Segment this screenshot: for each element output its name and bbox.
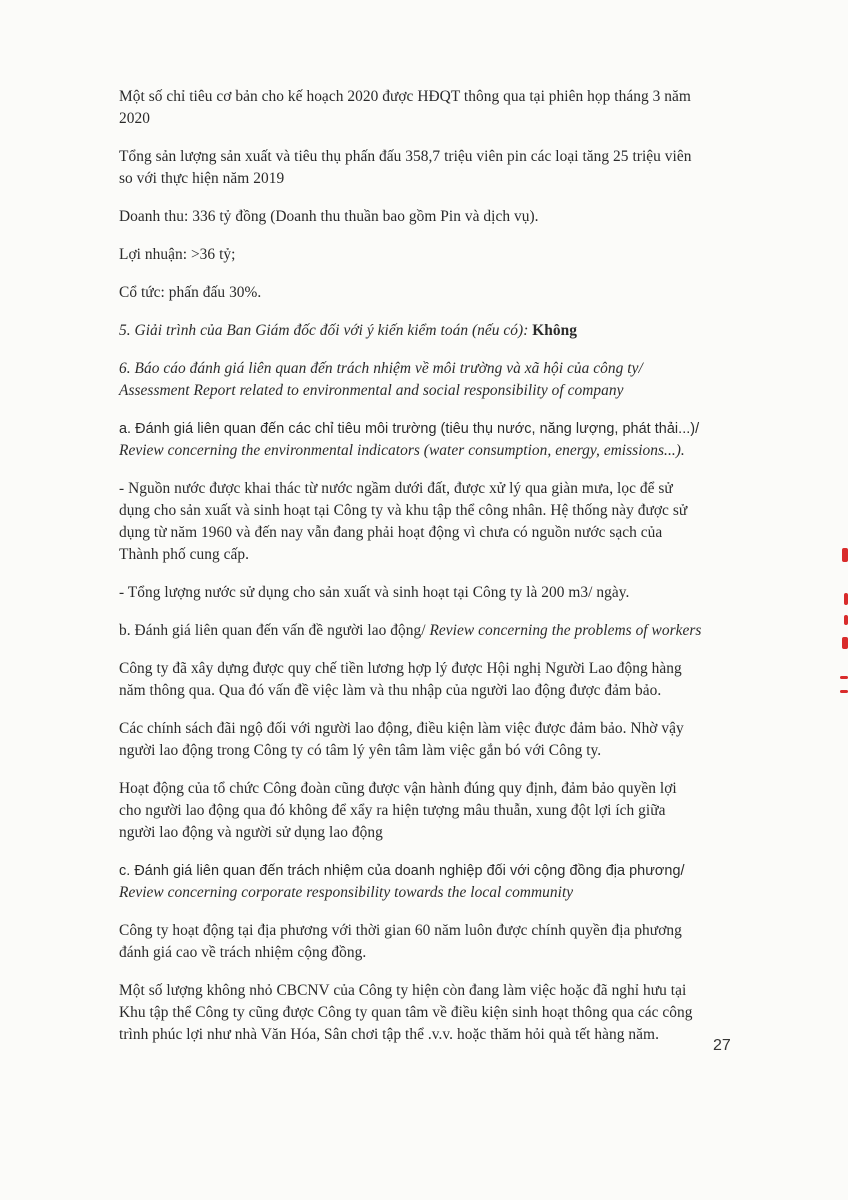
paragraph-union-activity xyxy=(119,778,739,844)
text-line: Cổ tức: phấn đấu 30%. xyxy=(119,284,262,301)
text-line: Các chính sách đãi ngộ đối với người lao động, điều kiện làm việc được đảm bảo. Nhờ vậy xyxy=(119,720,684,737)
subsection-b-title: b. Đánh giá liên quan đến vấn đề người lao động/ xyxy=(119,622,430,639)
stamp-fragment xyxy=(844,615,848,625)
stamp-fragment xyxy=(842,548,848,562)
subsection-b-title-en: Review concerning the problems of workers xyxy=(429,622,702,639)
text-line: Assessment Report related to environmental and social responsibility of company xyxy=(119,382,624,399)
paragraph-welfare-policy xyxy=(119,718,739,762)
document-body xyxy=(119,86,739,1062)
text-line: - Nguồn nước được khai thác từ nước ngầm dưới đất, được xử lý qua giàn mưa, lọc để sử xyxy=(119,480,673,497)
text-line: đánh giá cao về trách nhiệm cộng đồng. xyxy=(119,944,367,961)
text-line: Tổng sản lượng sản xuất và tiêu thụ phấn đấu 358,7 triệu viên pin các loại tăng 25 triệu viên xyxy=(119,148,692,165)
text-line: Thành phố cung cấp. xyxy=(119,546,250,563)
text-line: Công ty hoạt động tại địa phương với thời gian 60 năm luôn được chính quyền địa phương xyxy=(119,922,682,939)
text-line: trình phúc lợi như nhà Văn Hóa, Sân chơi tập thể .v.v. hoặc thăm hỏi quà tết hàng năm. xyxy=(119,1026,659,1043)
paragraph-production-target xyxy=(119,146,739,190)
text-line: Hoạt động của tổ chức Công đoàn cũng được vận hành đúng quy định, đảm bảo quyền lợi xyxy=(119,780,677,797)
subsection-a-heading xyxy=(119,418,739,462)
paragraph-local-operation xyxy=(119,920,739,964)
subsection-a-title: a. Đánh giá liên quan đến các chỉ tiêu môi trường (tiêu thụ nước, năng lượng, phát thải...)/ xyxy=(119,421,700,437)
text-line: Một số chỉ tiêu cơ bản cho kế hoạch 2020 được HĐQT thông qua tại phiên họp tháng 3 năm xyxy=(119,88,691,105)
text-line: 6. Báo cáo đánh giá liên quan đến trách nhiệm về môi trường và xã hội của công ty/ xyxy=(119,360,643,377)
section-5-title: 5. Giải trình của Ban Giám đốc đối với ý kiến kiểm toán (nếu có): xyxy=(119,322,533,339)
stamp-fragment xyxy=(842,637,848,649)
paragraph-revenue xyxy=(119,206,739,228)
text-line: năm thông qua. Qua đó vấn đề việc làm và thu nhập của người lao động được đảm bảo. xyxy=(119,682,662,699)
paragraph-profit xyxy=(119,244,739,266)
text-line: Công ty đã xây dựng được quy chế tiền lương hợp lý được Hội nghị Người Lao động hàng xyxy=(119,660,682,677)
paragraph-water-source xyxy=(119,478,739,566)
text-line: Khu tập thể Công ty cũng được Công ty quan tâm về điều kiện sinh hoạt thông qua các công xyxy=(119,1004,693,1021)
page-number: 27 xyxy=(713,1037,731,1054)
subsection-c-heading xyxy=(119,860,739,904)
text-line: - Tổng lượng nước sử dụng cho sản xuất và sinh hoạt tại Công ty là 200 m3/ ngày. xyxy=(119,584,630,601)
text-line: người lao động và người sử dụng lao động xyxy=(119,824,383,841)
subsection-c-title: c. Đánh giá liên quan đến trách nhiệm của doanh nghiệp đối với cộng đồng địa phương/ xyxy=(119,863,685,879)
subsection-c-title-en: Review concerning corporate responsibility towards the local community xyxy=(119,884,574,901)
text-line: Lợi nhuận: >36 tỷ; xyxy=(119,246,236,263)
text-line: Một số lượng không nhỏ CBCNV của Công ty hiện còn đang làm việc hoặc đã nghỉ hưu tại xyxy=(119,982,687,999)
subsection-b-heading xyxy=(119,620,739,642)
text-line: 2020 xyxy=(119,110,150,127)
section-5-heading xyxy=(119,320,739,342)
stamp-fragment xyxy=(840,690,848,693)
text-line: dụng cho sản xuất và sinh hoạt tại Công ty và khu tập thể công nhân. Hệ thống này được sử xyxy=(119,502,688,519)
section-6-heading xyxy=(119,358,739,402)
paragraph-water-usage xyxy=(119,582,739,604)
section-5-answer: Không xyxy=(532,322,578,339)
paragraph-plan-targets xyxy=(119,86,739,130)
subsection-a-title-en: Review concerning the environmental indicators (water consumption, energy, emissions...). xyxy=(119,442,685,459)
paragraph-dividend xyxy=(119,282,739,304)
text-line: so với thực hiện năm 2019 xyxy=(119,170,285,187)
text-line: cho người lao động qua đó không để xẩy ra hiện tượng mâu thuẫn, xung đột lợi ích giữa xyxy=(119,802,666,819)
text-line: Doanh thu: 336 tỷ đồng (Doanh thu thuần bao gồm Pin và dịch vụ). xyxy=(119,208,539,225)
paragraph-staff-welfare xyxy=(119,980,739,1046)
text-line: dụng từ năm 1960 và đến nay vẫn đang phải hoạt động vì chưa có nguồn nước sạch của xyxy=(119,524,663,541)
paragraph-salary-policy xyxy=(119,658,739,702)
stamp-fragment xyxy=(844,593,848,605)
text-line: người lao động trong Công ty có tâm lý yên tâm làm việc gắn bó với Công ty. xyxy=(119,742,602,759)
stamp-fragment xyxy=(840,676,848,679)
